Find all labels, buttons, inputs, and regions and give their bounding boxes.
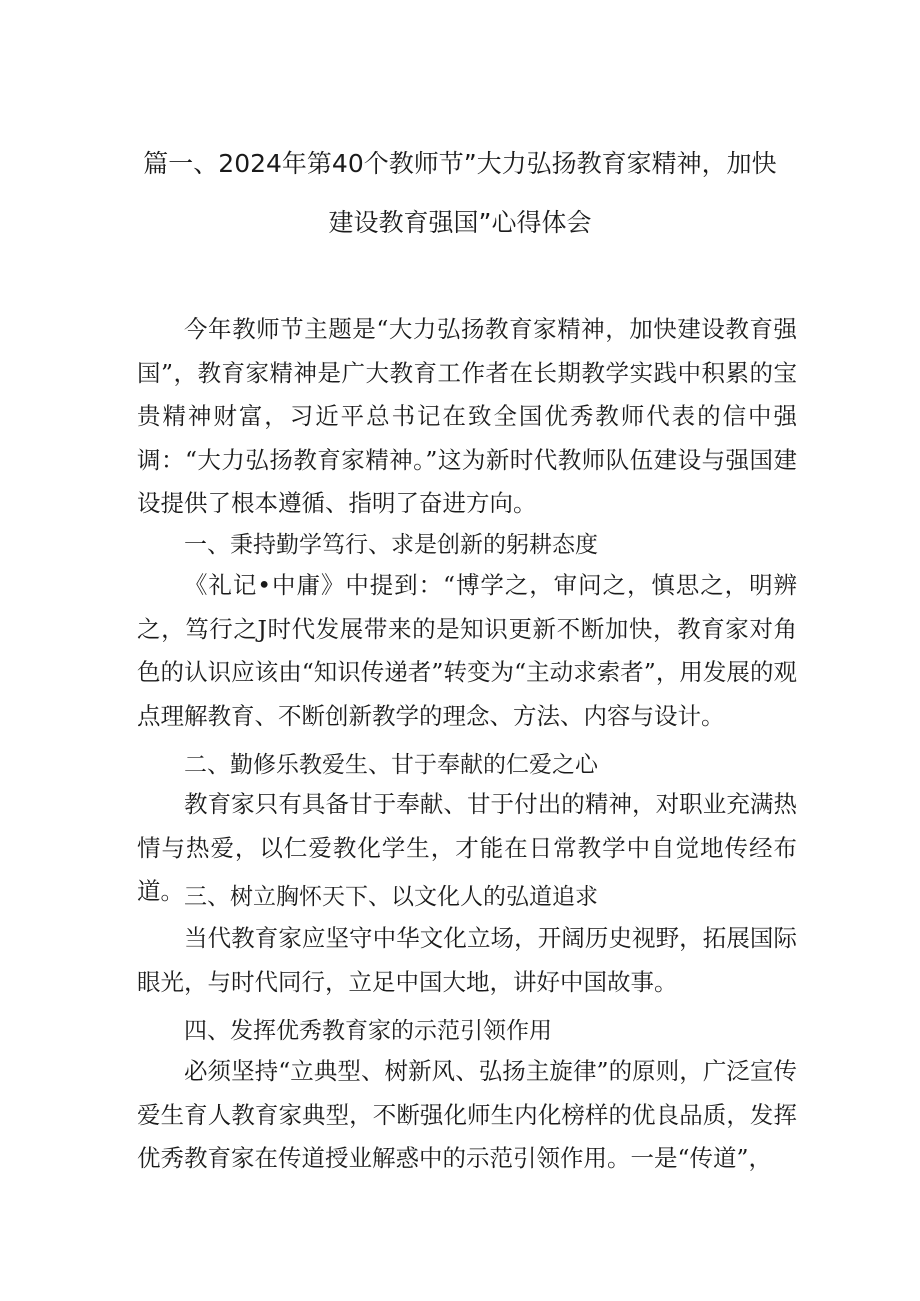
section-heading-3: 三、树立胸怀天下、以文化人的弘道追求	[184, 884, 598, 910]
section-body-2: 教育家只有具备甘于奉献、甘于付出的精神，对职业充满热情与热爱，以仁爱教化学生，才能在日常教学中自觉地传经布道。	[137, 790, 797, 905]
document-title-line-1: 篇一、2024年第40个教师节”大力弘扬教育家精神，加快	[143, 149, 777, 178]
section-heading-1: 一、秉持勤学笃行、求是创新的躬耕态度	[184, 532, 598, 558]
section-body-3: 当代教育家应坚守中华文化立场，开阔历史视野，拓展国际眼光，与时代同行，立足中国大地，讲好中国故事。	[137, 924, 797, 996]
section-body-1: 《礼记•中庸》中提到：“博学之，审问之，慎思之，明辨之，笃行之J时代发展带来的是知识更新不断加快，教育家对角色的认识应该由“知识传递者”转变为“主动求索者”，用发展的观点理解教育、不断创新教学的理念、方法、内容与设计。	[137, 571, 797, 730]
section-heading-4: 四、发挥优秀教育家的示范引领作用	[184, 1018, 552, 1044]
document-title-line-2: 建设教育强国”心得体会	[328, 208, 592, 237]
intro-paragraph: 今年教师节主题是“大力弘扬教育家精神，加快建设教育强国”，教育家精神是广大教育工作者在长期教学实践中积累的宝贵精神财富，习近平总书记在致全国优秀教师代表的信中强调：“大力弘扬教育家精神。”这为新时代教师队伍建设与强国建设提供了根本遵循、指明了奋进方向。	[137, 315, 797, 517]
section-body-4: 必须坚持“立典型、树新风、弘扬主旋律”的原则，广泛宣传爱生育人教育家典型，不断强化师生内化榜样的优良品质，发挥优秀教育家在传道授业解惑中的示范引领作用。一是“传道”，	[137, 1057, 797, 1172]
section-heading-2: 二、勤修乐教爱生、甘于奉献的仁爱之心	[184, 752, 598, 778]
